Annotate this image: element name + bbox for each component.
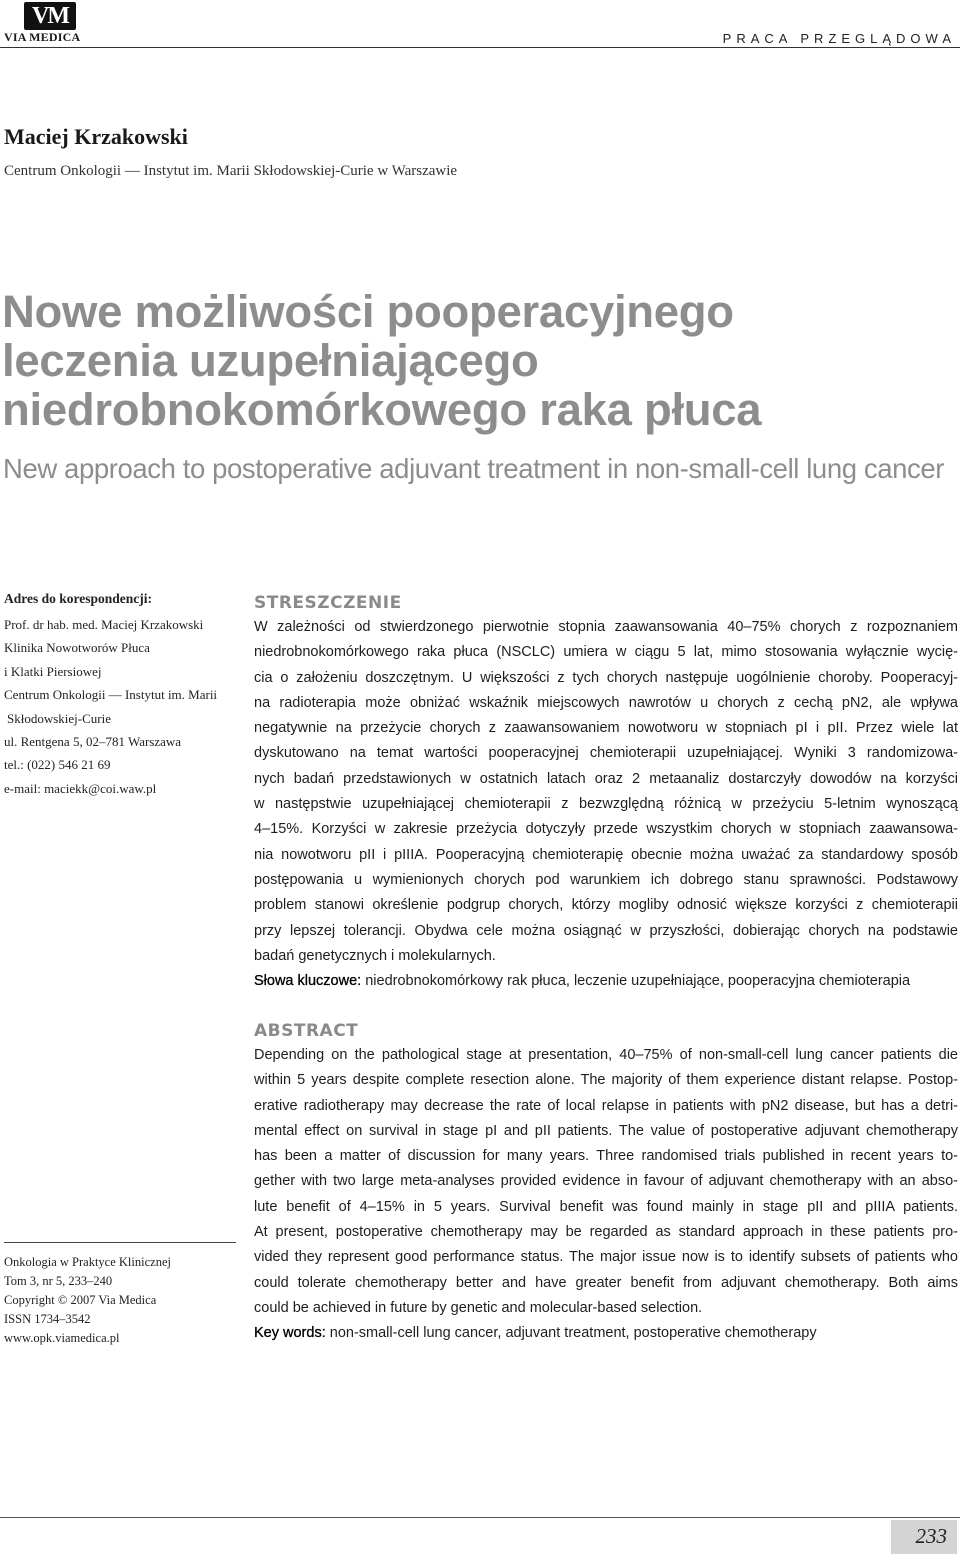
title-line: leczenia uzupełniającego	[2, 335, 539, 386]
streszczenie-line: postępowania u wymienionych chorych pod warunkiem ich dobrego stanu sprawności. Podstawowy	[254, 871, 958, 888]
author-affiliation: Centrum Onkologii — Instytut im. Marii Skłodowskiej-Curie w Warszawie	[4, 163, 458, 179]
journal-url[interactable]: www.opk.viamedica.pl	[4, 1331, 120, 1345]
correspondence-line: ul. Rentgena 5, 02–781 Warszawa	[4, 733, 182, 749]
article-subtitle: New approach to postoperative adjuvant treatment in non-small-cell lung cancer	[3, 453, 944, 484]
streszczenie-line: nia nowotworu pII i pIIIA. Pooperacyjną chemioterapię obecnie można uważać za standardowy sposób	[254, 846, 958, 863]
abstract-line: lute benefit of 4–15% in 5 years. Survival benefit was found mainly in stage pII and pIIIA patients.	[254, 1198, 958, 1215]
abstract-heading: ABSTRACT	[254, 1021, 359, 1041]
page-number: 233	[915, 1524, 947, 1548]
journal-line: ISSN 1734–3542	[4, 1312, 91, 1326]
abstract-line: within 5 years despite complete resection alone. The majority of them experience distant relapse. Postop-	[254, 1072, 958, 1089]
streszczenie-heading: STRESZCZENIE	[254, 593, 402, 613]
title-line: Nowe możliwości pooperacyjnego	[2, 286, 734, 337]
streszczenie-line: nych badań przedstawionych w ostatnich latach oraz 2 metaanaliz dostarczyły dowodów na korzyści	[254, 770, 958, 787]
abstract-line: erative radiotherapy may decrease the rate of local relapse in patients with pN2 disease, but has a detri-	[254, 1097, 958, 1114]
abstract-line: gether with two large meta-analyses provided evidence in favour of adjuvant chemotherapy with an abso-	[254, 1173, 958, 1190]
streszczenie-line: problem stanowi określenie podgrup chorych, którzy mogliby odnosić większe korzyści z chemioterapii	[254, 897, 958, 914]
correspondence-line: Prof. dr hab. med. Maciej Krzakowski	[4, 617, 204, 632]
streszczenie-line: niedrobnokomórkowego raka płuca (NSCLC) umiera w ciągu 5 lat, mimo stosowania wyłącznie wycię-	[254, 644, 958, 661]
keywords-label: Słowa kluczowe:	[254, 973, 362, 990]
streszczenie-section	[254, 591, 958, 994]
streszczenie-line: przy lepszej tolerancji. Obydwa cele można osiągnąć w przyszłości, dobierając chorych na podstawie	[254, 922, 958, 939]
correspondence-line: Skłodowskiej-Curie	[7, 710, 111, 726]
journal-line: Copyright © 2007 Via Medica	[4, 1293, 157, 1307]
abstract-line: could be achieved in future by genetic and molecular-based selection.	[254, 1299, 703, 1316]
keywords-label: Key words:	[254, 1325, 326, 1342]
correspondence-heading: Adres do korespondencji:	[4, 591, 153, 606]
article-title	[2, 287, 958, 434]
abstract-line: could tolerate chemotherapy better and have greater benefit from adjuvant chemotherapy. Both aims	[254, 1274, 958, 1291]
via-medica-logo	[4, 2, 96, 46]
streszczenie-line: w następstwie uzupełniającej chemioterapii z bezwzględną różnicą w przeżyciu 5-letnim wynoszącą	[254, 796, 958, 813]
streszczenie-line: badań genetycznych i molekularnych.	[254, 947, 496, 964]
abstract-line: At present, postoperative chemotherapy may be regarded as standard approach in these patients pro-	[254, 1224, 958, 1241]
logo-mark: VM	[24, 2, 76, 30]
correspondence-line: Centrum Onkologii — Instytut im. Marii	[4, 687, 218, 703]
streszczenie-line: na radioterapia może obniżać wskaźnik miejscowych nawrotów u chorych z cechą pN2, ale wpływa	[254, 694, 958, 711]
title-line: niedrobnokomórkowego raka płuca	[2, 384, 762, 435]
correspondence-email[interactable]: e-mail: maciekk@coi.waw.pl	[4, 780, 157, 796]
correspondence-line: Klinika Nowotworów Płuca	[4, 640, 150, 656]
streszczenie-line: cia o założeniu doszczętnym. U większości z tych chorych następuje uogólnienie choroby. Pooperacyj-	[254, 669, 958, 686]
logo-text: VIA MEDICA	[4, 30, 81, 44]
streszczenie-line: 4–15%. Korzyści w zakresie przeżycia dotyczyły przede wszystkim chorych w stopniach zaawansowa-	[254, 821, 958, 838]
page-number-box	[891, 1520, 957, 1554]
keywords-text: niedrobnokomórkowy rak płuca, leczenie uzupełniające, pooperacyjna chemioterapia	[361, 973, 911, 990]
abstract-line: has been a matter of discussion for many years. Three randomised trials published in recent years to-	[254, 1148, 958, 1165]
abstract-keywords	[254, 1321, 958, 1346]
streszczenie-line: W zależności od stwierdzonego pierwotnie stopnia zaawansowania 40–75% chorych z rozpoznaniem	[254, 619, 958, 635]
correspondence-block	[4, 591, 236, 800]
streszczenie-keywords	[254, 969, 958, 994]
author-name: Maciej Krzakowski	[4, 124, 188, 149]
journal-line: Tom 3, nr 5, 233–240	[4, 1274, 113, 1288]
abstract-section	[254, 1019, 958, 1347]
abstract-line: mental effect on survival in stage pI and pII patients. The value of postoperative adjuvant chemotherapy	[254, 1122, 958, 1139]
streszczenie-line: negatywnie na przeżycie chorych z zaawansowaniem nowotworu w stopniach pI i pII. Przez wiele lat	[254, 720, 958, 737]
journal-divider	[4, 1242, 236, 1243]
streszczenie-line: dyskutowano na temat wartości pooperacyjnej chemioterapii uzupełniającej. Wyniki 3 randomizowa-	[254, 745, 958, 762]
header-divider	[0, 47, 960, 48]
section-label: PRACA PRZEGLĄDOWA	[722, 31, 956, 46]
keywords-text: non-small-cell lung cancer, adjuvant treatment, postoperative chemotherapy	[325, 1325, 817, 1342]
footer-divider	[0, 1517, 960, 1518]
abstract-line: Depending on the pathological stage at presentation, 40–75% of non-small-cell lung cancer patients die	[254, 1047, 958, 1063]
journal-info	[4, 1253, 171, 1348]
abstract-line: vided they represent good performance status. The major issue now is to identify subsets of patients who	[254, 1249, 958, 1266]
correspondence-line: i Klatki Piersiowej	[4, 663, 102, 679]
journal-line: Onkologia w Praktyce Klinicznej	[4, 1255, 171, 1269]
correspondence-line: tel.: (022) 546 21 69	[4, 757, 111, 773]
